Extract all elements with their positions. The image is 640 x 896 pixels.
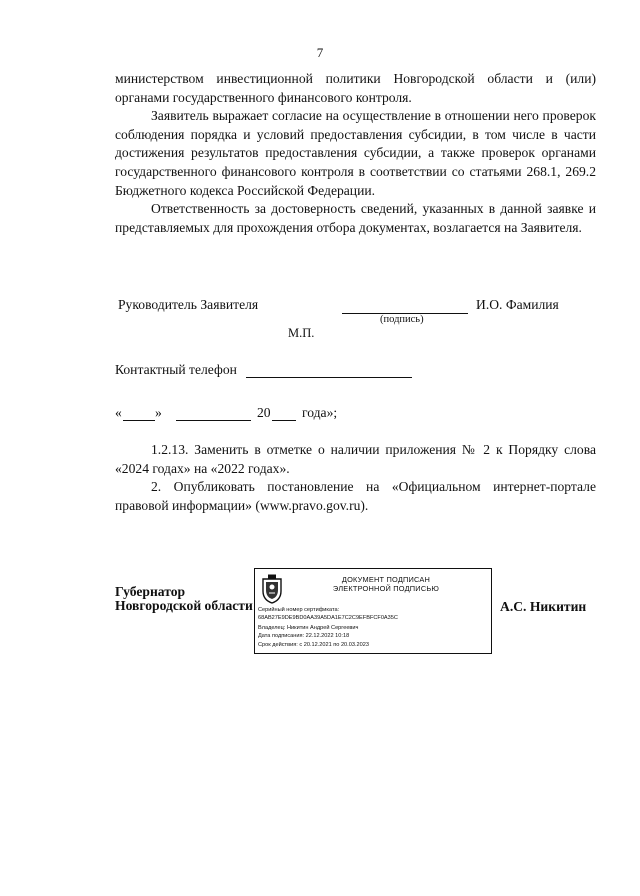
owner: Владелец: Никитин Андрей Сергеевич — [258, 625, 359, 631]
paragraph: 1.2.13. Заменить в отметке о наличии приложения № 2 к Порядку слова «2024 годах» на «2022 годах». — [115, 442, 596, 476]
e-signature-title-line1: ДОКУМЕНТ ПОДПИСАН — [341, 575, 431, 584]
serial-number: 68AB27E9DE9BD0AA39A5DA1E7C2C9EFBFCF0A35C — [258, 615, 398, 621]
date-year-line — [272, 420, 296, 421]
paragraph: 2. Опубликовать постановление на «Официальном интернет-портале правовой информации» (www.pravo.gov.ru). — [115, 479, 596, 513]
head-label: Руководитель Заявителя — [118, 297, 259, 312]
paragraph: Ответственность за достоверность сведений, указанных в данной заявке и представляемых для прохождения отбора документах, возлагается на Заявителя. — [115, 201, 596, 235]
governor-title — [115, 585, 253, 613]
signed-date: Дата подписания: 22.12.2022 10:18 — [258, 633, 350, 639]
date-day-line — [123, 420, 155, 421]
body-text — [115, 70, 596, 237]
name-placeholder: И.О. Фамилия — [476, 297, 559, 312]
date-suffix: года»; — [302, 405, 338, 420]
date-close-quote: » — [155, 405, 162, 420]
e-signature-stamp — [254, 568, 492, 654]
governor-title-line2: Новгородской области — [115, 598, 253, 613]
governor-name: А.С. Никитин — [500, 599, 587, 614]
e-signature-title — [291, 575, 481, 593]
date-year-prefix: 20 — [257, 405, 271, 420]
signature-caption: (подпись) — [380, 314, 424, 325]
amendments-text — [115, 441, 596, 515]
governor-title-line1: Губернатор — [115, 584, 186, 599]
date-open-quote: « — [115, 405, 122, 420]
phone-line — [246, 377, 412, 378]
phone-label: Контактный телефон — [115, 362, 237, 377]
seal-label: М.П. — [288, 326, 315, 340]
coat-of-arms-icon — [259, 573, 285, 605]
e-signature-title-line2: ЭЛЕКТРОННОЙ ПОДПИСЬЮ — [332, 584, 440, 593]
paragraph: Заявитель выражает согласие на осуществление в отношении него проверок соблюдения порядка и условий предоставления субсидии, в том числе в части достижения результатов предоставления субсидии, а также проверок органами государственного финансового контроля в соответствии со статьями 268.1, 269.2 Бюджетного кодекса Российской Федерации. — [115, 108, 596, 198]
paragraph: министерством инвестиционной политики Новгородской области и (или) органами государственного финансового контроля. — [115, 71, 596, 105]
page-number: 7 — [316, 45, 324, 60]
validity: Срок действия: с 20.12.2021 по 20.03.2023 — [258, 642, 369, 648]
serial-label: Серийный номер сертификата: — [258, 607, 340, 613]
date-month-line — [176, 420, 251, 421]
